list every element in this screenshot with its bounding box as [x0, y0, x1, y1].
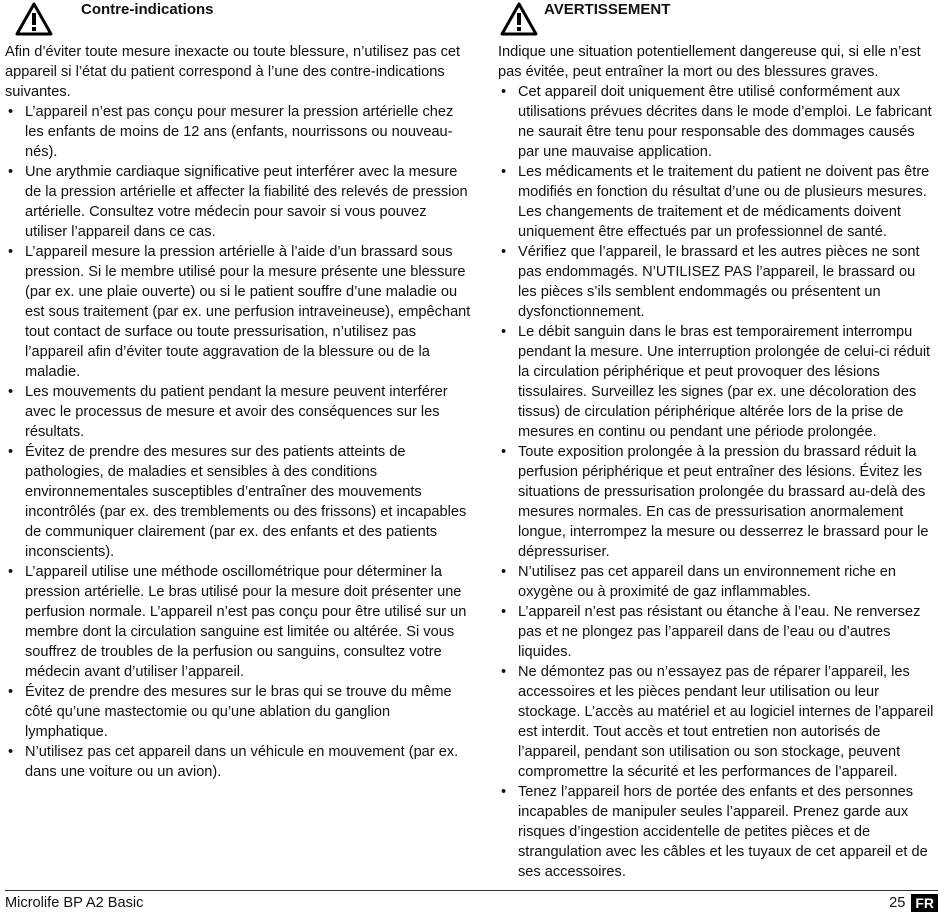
section-title: Contre-indications: [81, 1, 214, 18]
list-item: • N’utilisez pas cet appareil dans un environnement riche en oxygène ou à proximité de gaz inflammables.: [498, 562, 936, 602]
language-badge: FR: [911, 894, 938, 912]
list-item: • Une arythmie cardiaque significative peut interférer avec la mesure de la pression artérielle et affecter la fiabilité des relevés de pression artérielle. Consultez votre médecin pour savoir si vous pouvez utiliser l’appareil dans ce cas.: [5, 162, 471, 242]
list-item: • Le débit sanguin dans le bras est temporairement interrompu pendant la mesure. Une interruption prolongée de celui-ci réduit la circulation périphérique et peut provoquer des lésions tissulaires. Surveillez les signes (par ex. une décoloration des tissus) de circulation périphérique altérée lors de la prise de mesures en continu ou pendant une période prolongée.: [498, 322, 936, 442]
section-intro: Indique une situation potentiellement dangereuse qui, si elle n’est pas évitée, peut entraîner la mort ou des blessures graves.: [498, 44, 921, 80]
list-item: • Les mouvements du patient pendant la mesure peuvent interférer avec le processus de mesure et avoir des conséquences sur les résultats.: [5, 382, 471, 442]
page-number: 25: [889, 895, 906, 911]
section-heading: [5, 0, 471, 42]
list-item: • L’appareil n’est pas résistant ou étanche à l’eau. Ne renversez pas et ne plongez pas l’appareil dans de l’eau ou d’autres liquides.: [498, 602, 936, 662]
list-item: • L’appareil mesure la pression artérielle à l’aide d’un brassard sous pression. Si le membre utilisé pour la mesure présente une blessure (par ex. une plaie ouverte) ou si le patient souffre d’une maladie ou est sous traitement (par ex. une perfusion intraveineuse), empêchant tout contact de surface ou toute pressurisation, n’utilisez pas l’appareil afin d’éviter toute aggravation de la blessure ou de la maladie.: [5, 242, 471, 382]
warning-triangle-icon: [500, 2, 538, 36]
list-item: • L’appareil utilise une méthode oscillométrique pour déterminer la pression artérielle. Le bras utilisé pour la mesure doit présenter une perfusion normale. L’appareil n’est pas conçu pour être utilisé sur un membre dont la circulation sanguine est limitée ou altérée. Si vous souffrez de troubles de la perfusion ou sanguins, consultez votre médecin avant d’utiliser l’appareil.: [5, 562, 471, 682]
bullet-list: [498, 82, 936, 882]
list-item: • N’utilisez pas cet appareil dans un véhicule en mouvement (par ex. dans une voiture ou un avion).: [5, 742, 471, 782]
list-item: • Toute exposition prolongée à la pression du brassard réduit la perfusion périphérique et peut entraîner des lésions. Évitez les situations de pressurisation prolongée du brassard au-delà des mesures normales. En cas de pressurisation anormalement longue, interrompez la mesure ou desserrez le brassard pour le dépressuriser.: [498, 442, 936, 562]
page-info: [889, 894, 938, 912]
bullet-list: [5, 102, 471, 782]
product-name: Microlife BP A2 Basic: [5, 895, 144, 911]
list-item: • Ne démontez pas ou n’essayez pas de réparer l’appareil, les accessoires et les pièces pendant leur utilisation ou leur stockage. L’accès au matériel et au logiciel internes de l’appareil est interdit. Tout accès et tout entretien non autorisés de l’appareil, pendant son utilisation ou son stockage, peuvent compromettre la sécurité et les performances de l’appareil.: [498, 662, 936, 782]
page-footer: [5, 890, 938, 917]
warning-column: [498, 0, 936, 882]
list-item: • Évitez de prendre des mesures sur le bras qui se trouve du même côté qu’une mastectomie ou qu’une ablation du ganglion lymphatique.: [5, 682, 471, 742]
section-title: AVERTISSEMENT: [544, 1, 671, 18]
section-intro: Afin d’éviter toute mesure inexacte ou toute blessure, n’utilisez pas cet appareil si l’état du patient correspond à l’une des contre-indications suivantes.: [5, 44, 461, 100]
contraindications-column: [5, 0, 471, 782]
list-item: • Les médicaments et le traitement du patient ne doivent pas être modifiés en fonction du résultat d’une ou de plusieurs mesures. Les changements de traitement et de médicaments doivent uniquement être effectués par un professionnel de santé.: [498, 162, 936, 242]
list-item: • Évitez de prendre des mesures sur des patients atteints de pathologies, de maladies et sensibles à des conditions environnementales susceptibles d’entraîner des mouvements incontrôlés (par ex. des tremblements ou des frissons) et incapables de communiquer clairement (par ex. des enfants et des patients inconscients).: [5, 442, 471, 562]
list-item: • Vérifiez que l’appareil, le brassard et les autres pièces ne sont pas endommagés. N’UTILISEZ PAS l’appareil, le brassard ou les pièces s’ils semblent endommagés ou présentent un dysfonctionnement.: [498, 242, 936, 322]
section-heading: [498, 0, 936, 42]
list-item: • Tenez l’appareil hors de portée des enfants et des personnes incapables de manipuler seules l’appareil. Prenez garde aux risques d’ingestion accidentelle de petites pièces et de strangulation avec les câbles et les tuyaux de cet appareil et de ses accessoires.: [498, 782, 936, 882]
list-item: • L’appareil n’est pas conçu pour mesurer la pression artérielle chez les enfants de moins de 12 ans (enfants, nourrissons ou nouveau-nés).: [5, 102, 471, 162]
list-item: • Cet appareil doit uniquement être utilisé conformément aux utilisations prévues décrites dans le mode d’emploi. Le fabricant ne saurait être tenu pour responsable des dommages causés par une mauvaise application.: [498, 82, 936, 162]
warning-triangle-icon: [15, 2, 53, 36]
